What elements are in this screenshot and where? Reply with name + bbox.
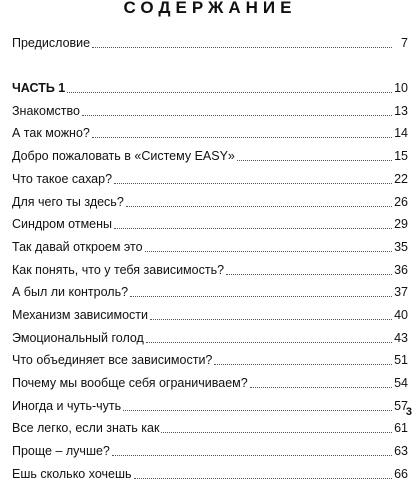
toc-part-label: ЧАСТЬ 1 [12, 81, 66, 96]
dot-leader [250, 387, 392, 388]
dot-leader [161, 432, 392, 433]
toc-entry [12, 255, 408, 278]
toc-entry-label: Добро пожаловать в «Систему EASY» [12, 149, 235, 164]
dot-leader [112, 455, 392, 456]
dot-leader [146, 342, 392, 343]
toc-entry-label: А был ли контроль? [12, 285, 129, 300]
toc-entry [12, 164, 408, 187]
toc-entry-page: 13 [394, 103, 408, 118]
dot-leader [130, 296, 392, 297]
toc-entry-label: Проще – лучше? [12, 444, 110, 459]
toc-entry-label: Механизм зависимости [12, 307, 149, 322]
dot-leader [67, 92, 392, 93]
toc-entry [12, 300, 408, 323]
dot-leader [126, 206, 392, 207]
toc-entry-page: 29 [394, 217, 408, 232]
toc-entry-label: Эмоциональный голод [12, 330, 144, 345]
dot-leader [114, 228, 392, 229]
dot-leader [214, 364, 392, 365]
dot-leader [92, 137, 392, 138]
toc-entry [12, 141, 408, 164]
toc-entry-page: 54 [394, 376, 408, 390]
dot-leader [237, 160, 392, 161]
toc-entry [12, 346, 408, 369]
dot-leader [114, 183, 392, 184]
toc-entry [12, 414, 408, 437]
toc-entry-label: Так давай откроем это [12, 239, 143, 254]
toc-entry [12, 119, 408, 142]
toc-part-heading [12, 73, 408, 96]
toc-entry-page: 66 [394, 466, 408, 481]
toc-entry [12, 368, 408, 391]
toc-entry-label: Иногда и чуть-чуть [12, 398, 122, 413]
toc-entry [12, 96, 408, 119]
toc-entry-page: 26 [394, 194, 408, 209]
toc-entry-page: 40 [394, 307, 408, 322]
toc-entry-label: Что такое сахар? [12, 171, 113, 186]
page-number: 3 [405, 406, 412, 418]
page-title: СОДЕРЖАНИЕ [123, 0, 297, 17]
table-of-contents [12, 28, 408, 482]
toc-entry-page: 61 [394, 421, 408, 436]
dot-leader [150, 319, 392, 320]
dot-leader [92, 47, 392, 48]
toc-entry-page: 14 [394, 126, 408, 141]
toc-entry-page: 22 [394, 171, 408, 186]
toc-entry-label: Предисловие [12, 35, 91, 50]
toc-part-page: 10 [394, 81, 408, 96]
toc-entry-page: 35 [394, 239, 408, 254]
toc-entry-label: Что объединяет все зависимости? [12, 353, 213, 368]
dot-leader [134, 478, 392, 479]
toc-entry-page: 51 [394, 353, 408, 368]
toc-entry [12, 278, 408, 301]
toc-entry-label: Знакомство [12, 103, 80, 118]
toc-entry [12, 187, 408, 210]
toc-entry [12, 459, 408, 482]
toc-entry [12, 436, 408, 459]
toc-entry-page: 57 [394, 398, 408, 413]
toc-entry-label: Почему мы вообще себя ограничиваем? [12, 376, 248, 390]
section-spacer [12, 51, 408, 74]
toc-entry [12, 210, 408, 233]
toc-entry-page: 36 [394, 262, 408, 277]
dot-leader [123, 410, 392, 411]
toc-entry [12, 323, 408, 346]
dot-leader [82, 115, 392, 116]
toc-entry-label: Как понять, что у тебя зависимость? [12, 262, 225, 277]
toc-entry-label: Синдром отмены [12, 217, 113, 232]
toc-entry-label: А так можно? [12, 126, 90, 141]
toc-entry-label: Все легко, если знать как [12, 421, 160, 436]
dot-leader [226, 274, 392, 275]
toc-entry-page: 37 [394, 285, 408, 300]
toc-entry [12, 232, 408, 255]
toc-entry-page: 7 [401, 35, 408, 50]
dot-leader [145, 251, 392, 252]
toc-entry [12, 391, 408, 414]
toc-entry-page: 43 [394, 330, 408, 345]
toc-entry-page: 15 [394, 149, 408, 164]
toc-entry-label: Ешь сколько хочешь [12, 466, 132, 481]
toc-entry-preface [12, 28, 408, 51]
toc-entry-label: Для чего ты здесь? [12, 194, 124, 209]
toc-entry-page: 63 [394, 444, 408, 459]
